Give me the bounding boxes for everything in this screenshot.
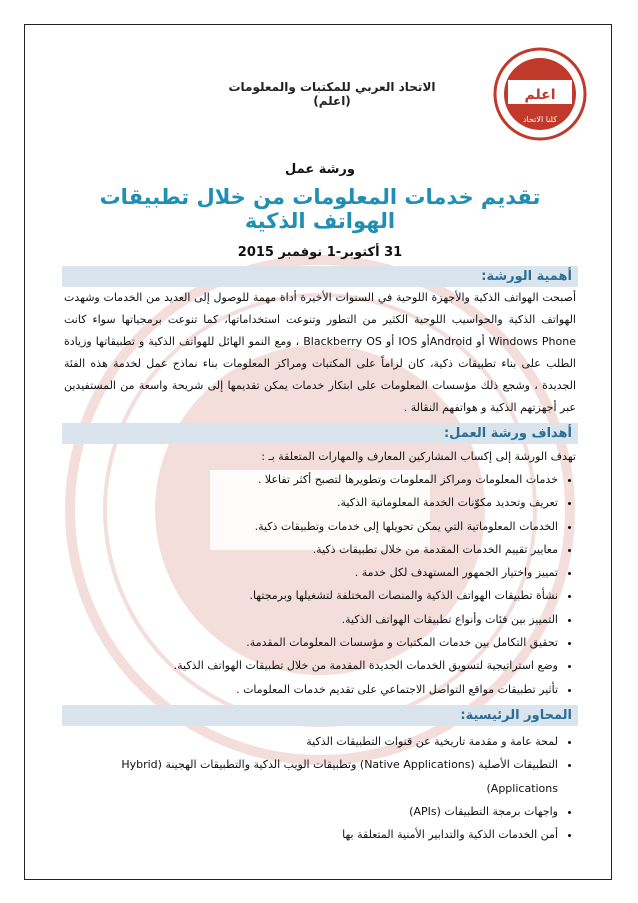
list-item: • تحقيق التكامل بين خدمات المكتبات و مؤسسات المعلومات المقدمة. — [62, 631, 558, 654]
list-item: • تمييز واختيار الجمهور المستهدف لكل خدمة . — [62, 561, 558, 584]
list-item: • التمييز بين فئات وأنواع تطبيقات الهواتف الذكية. — [62, 608, 558, 631]
organization-logo — [440, 46, 590, 146]
svg-text:كلنا الاتحاد: كلنا الاتحاد — [522, 115, 558, 124]
section-heading-objectives: أهداف ورشة العمل: — [62, 423, 578, 444]
page-title: تقديم خدمات المعلومات من خلال تطبيقات الهواتف الذكية — [99, 185, 541, 233]
list-item: • خدمات المعلومات ومراكز المعلومات وتطويرها لتصبح أكثر تفاعلا . — [62, 468, 558, 491]
list-item: • أمن الخدمات الذكية والتدابير الأمنية المتعلقة بها — [62, 823, 558, 846]
list-item: • وضع استراتيجية لتسويق الخدمات الجديدة المقدمة من خلال تطبيقات الهواتف الذكية. — [62, 654, 558, 677]
importance-paragraph: أصبحت الهواتف الذكية والأجهزة اللوحية في السنوات الأخيرة أداة مهمة للوصول إلى العديد من الخدمات وشهدت الهواتف الذكية والحواسيب اللوحية الكثير من التطور وتنوعت استخداماتها، كما تنوعت برمجياتها سواء كانت Windows Phone أو Androidأو IOS أو Blackberry OS ، ومع النمو الهائل للهواتف الذكية و تطبيقاتها وزيادة الطلب على بناء تطبيقات ذكية، كان لزاماً على المكتبات ومراكز المعلومات بناء نماذج عمل لخدمة هذه الفئة الجديدة ، وشجع ذلك مؤسسات المعلومات على ابتكار خدمات يمكن تقديمها إلى شريحة واسعة من المستفيدين عبر أجهزتهم الذكية و هواتفهم النقالة . — [64, 291, 576, 414]
objectives-intro: تهدف الورشة إلى إكساب المشاركين المعارف والمهارات المتعلقة بـ : — [261, 450, 576, 463]
list-item: • نشأة تطبيقات الهواتف الذكية والمنصات المختلفة لتشغيلها وبرمجتها. — [62, 584, 558, 607]
list-item: • لمحة عامة و مقدمة تاريخية عن قنوات التطبيقات الذكية — [62, 730, 558, 753]
workshop-date: 31 أكتوبر-1 نوفمبر 2015 — [237, 245, 403, 260]
topics-list — [62, 730, 578, 846]
list-item: • تعريف وتحديد مكوّنات الخدمة المعلوماتية الذكية. — [62, 491, 558, 514]
document-content — [62, 40, 578, 846]
list-item: • تأثير تطبيقات مواقع التواصل الاجتماعي على تقديم خدمات المعلومات . — [62, 678, 558, 701]
objectives-list — [62, 468, 578, 701]
header — [62, 40, 578, 152]
section-heading-main-topics: المحاور الرئيسية: — [62, 705, 578, 726]
list-item: • التطبيقات الأصلية (Native Applications) وتطبيقات الويب الذكية والتطبيقات الهجينة (Hybrid Applications) — [62, 753, 558, 800]
section-heading-importance: أهمية الورشة: — [62, 266, 578, 287]
svg-text:اعلم: اعلم — [524, 87, 556, 103]
list-item: • معايير تقييم الخدمات المقدمة من خلال تطبيقات ذكية. — [62, 538, 558, 561]
organization-title: الاتحاد العربي للمكتبات والمعلومات (اعلم) — [228, 80, 436, 108]
list-item: • واجهات برمجة التطبيقات (APIs) — [62, 800, 558, 823]
list-item: • الخدمات المعلوماتية التي يمكن تحويلها إلى خدمات وتطبيقات ذكية. — [62, 515, 558, 538]
workshop-label: ورشة عمل — [285, 162, 355, 177]
